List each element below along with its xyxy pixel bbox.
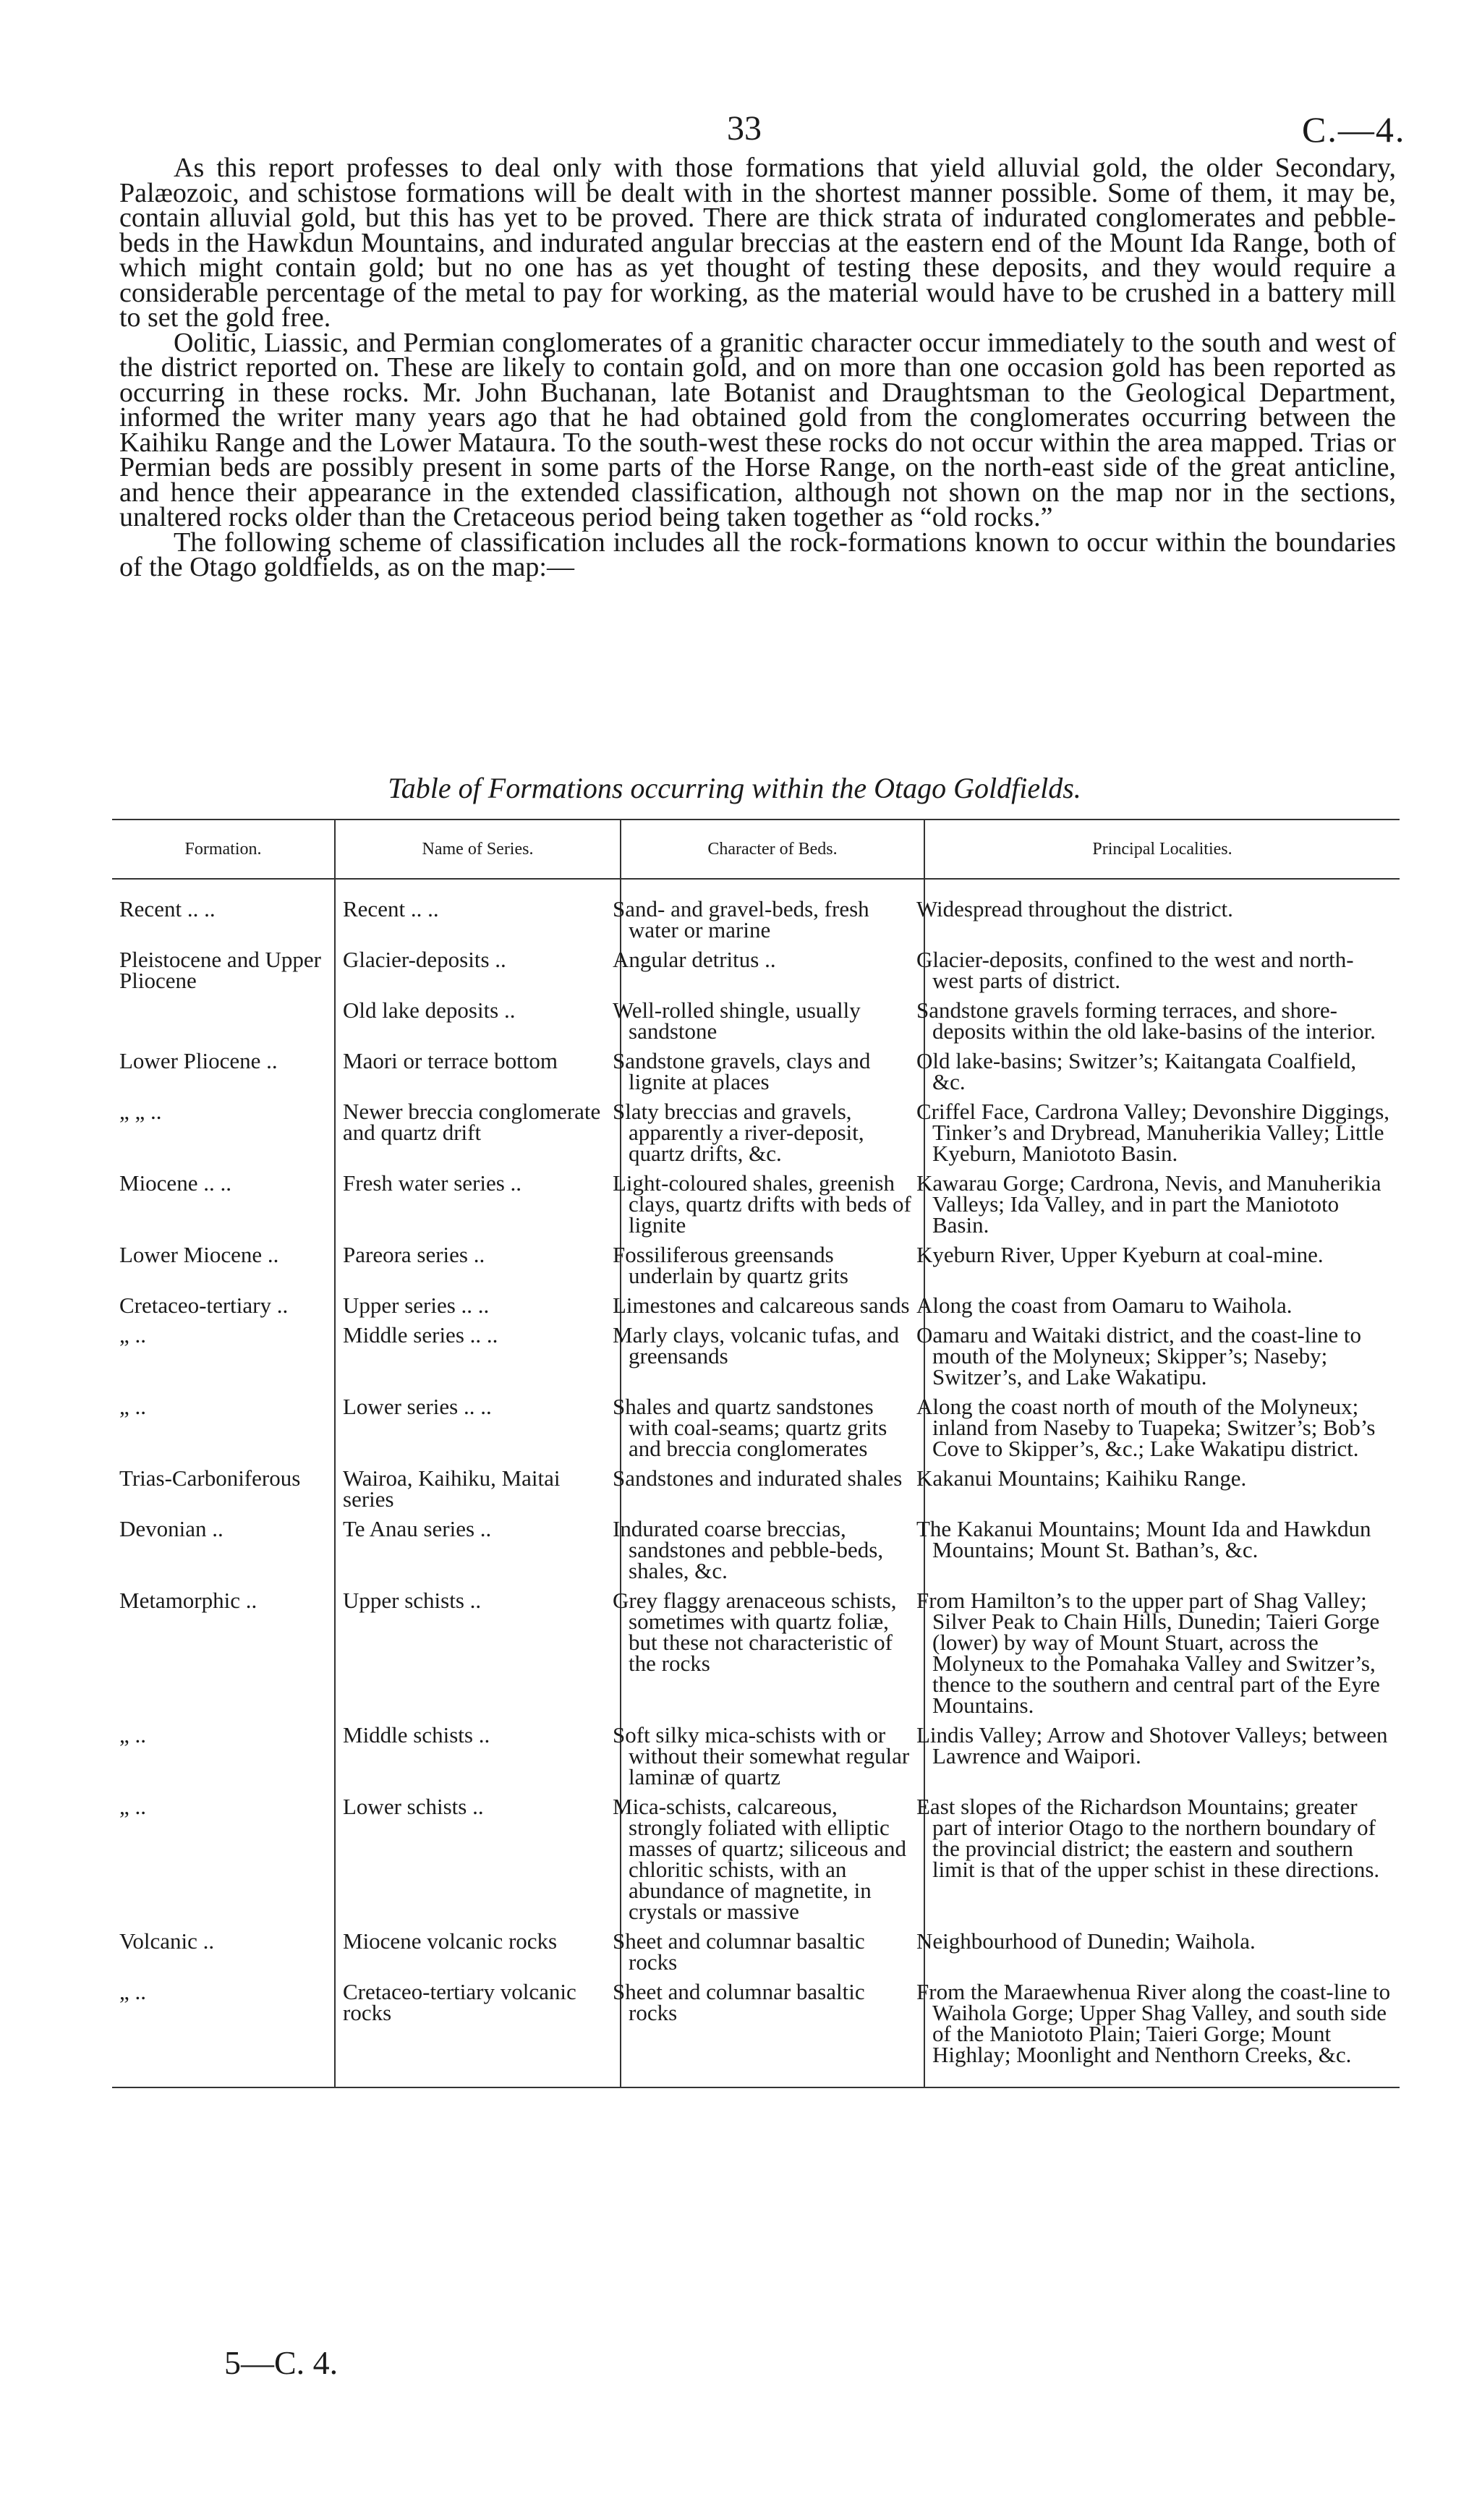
- cell-character: Limestones and calcareous sands: [621, 1290, 924, 1320]
- table-row: [112, 995, 1400, 1046]
- table-row: [112, 1977, 1400, 2087]
- table-row: [112, 1240, 1400, 1290]
- cell-formation: Trias-Carboniferous: [119, 1465, 301, 1491]
- cell-formation: Volcanic ..: [119, 1928, 215, 1954]
- cell-series: Pareora series ..: [335, 1240, 621, 1290]
- cell-series: Glacier-deposits ..: [335, 945, 621, 995]
- cell-formation: „ ..: [119, 1394, 147, 1419]
- cell-character: Well-rolled shingle, usually sandstone: [621, 995, 924, 1046]
- cell-localities: Lindis Valley; Arrow and Shotover Valleys; between Lawrence and Waipori.: [924, 1720, 1400, 1792]
- table-title: Table of Formations occurring within the Otago Goldfields.: [388, 772, 1081, 804]
- table-row: [112, 1320, 1400, 1392]
- cell-formation: „ ..: [119, 1722, 147, 1748]
- table-row: [112, 1046, 1400, 1097]
- cell-series: Cretaceo-tertiary volcanic rocks: [335, 1977, 621, 2087]
- paragraph: The following scheme of classification includes all the rock-formations known to occur within the boundaries of the Otago goldfields, as on the map:—: [119, 527, 1396, 582]
- cell-series: Lower schists ..: [335, 1792, 621, 1926]
- cell-series: Miocene volcanic rocks: [335, 1926, 621, 1977]
- cell-formation: Metamorphic ..: [119, 1588, 257, 1613]
- cell-character: Soft silky mica-schists with or without their somewhat regular laminæ of quartz: [621, 1720, 924, 1792]
- cell-character: Sandstone gravels, clays and lignite at places: [621, 1046, 924, 1097]
- cell-formation: Pleistocene and Upper Pliocene: [119, 947, 321, 993]
- cell-series: Middle series .. ..: [335, 1320, 621, 1392]
- cell-localities: Glacier-deposits, confined to the west and north-west parts of district.: [924, 945, 1400, 995]
- table-row: [112, 1720, 1400, 1792]
- cell-character: Sandstones and indurated shales: [621, 1463, 924, 1514]
- document-code: C.—4.: [1302, 109, 1406, 150]
- cell-character: Sheet and columnar basaltic rocks: [621, 1977, 924, 2087]
- cell-series: Fresh water series ..: [335, 1168, 621, 1240]
- cell-localities: Criffel Face, Cardrona Valley; Devonshire Diggings, Tinker’s and Drybread, Manuherikia Valley; Little Kyeburn, Maniototo Basin.: [924, 1097, 1400, 1168]
- table-row: [112, 879, 1400, 945]
- body-text: [119, 153, 1396, 582]
- table-row: [112, 1463, 1400, 1514]
- cell-character: Fossiliferous greensands underlain by quartz grits: [621, 1240, 924, 1290]
- cell-character: Slaty breccias and gravels, apparently a river-deposit, quartz drifts, &c.: [621, 1097, 924, 1168]
- cell-formation: Devonian ..: [119, 1516, 223, 1541]
- cell-localities: Sandstone gravels forming terraces, and shore-deposits within the old lake-basins of the interior.: [924, 995, 1400, 1046]
- table-body: [112, 879, 1400, 2087]
- cell-localities: Along the coast north of mouth of the Molyneux; inland from Naseby to Tuapeka; Switzer’s; Bob’s Cove to Skipper’s, &c.; Lake Wakatipu district.: [924, 1392, 1400, 1463]
- table-row: [112, 1392, 1400, 1463]
- cell-localities: From Hamilton’s to the upper part of Shag Valley; Silver Peak to Chain Hills, Dunedin; Taieri Gorge (lower) by way of Mount Stuart, across the Molyneux to the Pomahaka Valley and Switzer’s, thence to the southern and central part of the Eyre Mountains.: [924, 1585, 1400, 1720]
- table-row: [112, 945, 1400, 995]
- header-character: Character of Beds.: [621, 820, 924, 879]
- table-row: [112, 1585, 1400, 1720]
- cell-formation: „ ..: [119, 1794, 147, 1819]
- table-row: [112, 1792, 1400, 1926]
- cell-localities: From the Maraewhenua River along the coast-line to Waihola Gorge; Upper Shag Valley, and south side of the Maniototo Plain; Taieri Gorge; Mount Highlay; Moonlight and Nenthorn Creeks, &c.: [924, 1977, 1400, 2087]
- paragraph: As this report professes to deal only with those formations that yield alluvial gold, the older Secondary, Palæozoic, and schistose formations will be dealt with in the shortest manner possible. Some of them, it may be, contain alluvial gold, but this has yet to be proved. There are thick strata of indurated conglomerates and pebble-beds in the Hawkdun Mountains, and indurated angular breccias at the eastern end of the Mount Ida Range, both of which might contain gold; but no one has as yet thought of testing these deposits, and they would require a considerable percentage of the metal to pay for working, as the material would have to be crushed in a battery mill to set the gold free.: [119, 153, 1396, 333]
- cell-localities: Widespread throughout the district.: [924, 879, 1400, 945]
- cell-character: Light-coloured shales, greenish clays, quartz drifts with beds of lignite: [621, 1168, 924, 1240]
- cell-character: Sand- and gravel-beds, fresh water or marine: [621, 879, 924, 945]
- table-header-row: [112, 820, 1400, 879]
- cell-series: Upper schists ..: [335, 1585, 621, 1720]
- cell-character: Sheet and columnar basaltic rocks: [621, 1926, 924, 1977]
- cell-localities: Neighbourhood of Dunedin; Waihola.: [924, 1926, 1400, 1977]
- header-series: Name of Series.: [335, 820, 621, 879]
- cell-localities: The Kakanui Mountains; Mount Ida and Hawkdun Mountains; Mount St. Bathan’s, &c.: [924, 1514, 1400, 1585]
- cell-localities: East slopes of the Richardson Mountains; greater part of interior Otago to the northern boundary of the provincial district; the eastern and southern limit is that of the upper schist in these directions.: [924, 1792, 1400, 1926]
- cell-formation: Recent .. ..: [119, 896, 216, 921]
- table-row: [112, 1097, 1400, 1168]
- cell-character: Indurated coarse breccias, sandstones and pebble-beds, shales, &c.: [621, 1514, 924, 1585]
- cell-formation: „ „ ..: [119, 1099, 162, 1124]
- cell-character: Angular detritus ..: [621, 945, 924, 995]
- cell-series: Te Anau series ..: [335, 1514, 621, 1585]
- cell-formation: „ ..: [119, 1322, 147, 1348]
- header-localities: Principal Localities.: [924, 820, 1400, 879]
- cell-formation: [112, 995, 335, 1046]
- footer-code: 5—C. 4.: [224, 2344, 338, 2381]
- table-row: [112, 1168, 1400, 1240]
- cell-localities: Old lake-basins; Switzer’s; Kaitangata Coalfield, &c.: [924, 1046, 1400, 1097]
- cell-formation: „ ..: [112, 1977, 335, 2087]
- formations-table: [112, 819, 1400, 2088]
- cell-series: Lower series .. ..: [335, 1392, 621, 1463]
- cell-character: Shales and quartz sandstones with coal-seams; quartz grits and breccia conglomerates: [621, 1392, 924, 1463]
- cell-localities: Along the coast from Oamaru to Waihola.: [924, 1290, 1400, 1320]
- cell-formation: Lower Miocene ..: [119, 1242, 279, 1267]
- header-formation: Formation.: [112, 820, 335, 879]
- cell-localities: Kakanui Mountains; Kaihiku Range.: [924, 1463, 1400, 1514]
- table-row: [112, 1290, 1400, 1320]
- cell-series: Recent .. ..: [335, 879, 621, 945]
- cell-localities: Oamaru and Waitaki district, and the coast-line to mouth of the Molyneux; Skipper’s; Naseby; Switzer’s, and Lake Wakatipu.: [924, 1320, 1400, 1392]
- cell-series: Upper series .. ..: [335, 1290, 621, 1320]
- cell-series: Middle schists ..: [335, 1720, 621, 1792]
- cell-localities: Kawarau Gorge; Cardrona, Nevis, and Manuherikia Valleys; Ida Valley, and in part the Maniototo Basin.: [924, 1168, 1400, 1240]
- cell-character: Grey flaggy arenaceous schists, sometimes with quartz foliæ, but these not characteristic of the rocks: [621, 1585, 924, 1720]
- cell-formation: Cretaceo-tertiary ..: [119, 1293, 289, 1318]
- table-row: [112, 1514, 1400, 1585]
- cell-character: Marly clays, volcanic tufas, and greensands: [621, 1320, 924, 1392]
- table-row: [112, 1926, 1400, 1977]
- cell-character: Mica-schists, calcareous, strongly foliated with elliptic masses of quartz; siliceous and chloritic schists, with an abundance of magnetite, in crystals or massive: [621, 1792, 924, 1926]
- cell-series: Newer breccia conglomerate and quartz drift: [335, 1097, 621, 1168]
- cell-formation: Lower Pliocene ..: [119, 1048, 278, 1073]
- cell-series: Maori or terrace bottom: [335, 1046, 621, 1097]
- cell-series: Old lake deposits ..: [335, 995, 621, 1046]
- cell-localities: Kyeburn River, Upper Kyeburn at coal-mine.: [924, 1240, 1400, 1290]
- cell-series: Wairoa, Kaihiku, Maitai series: [335, 1463, 621, 1514]
- cell-formation: Miocene .. ..: [119, 1170, 231, 1196]
- paragraph: Oolitic, Liassic, and Permian conglomerates of a granitic character occur immediately to the south and west of the district reported on. These are likely to contain gold, and on more than one occasion gold has been reported as occurring in these rocks. Mr. John Buchanan, late Botanist and Draughtsman to the Geological Department, informed the writer many years ago that he had obtained gold from the conglomerates occurring between the Kaihiku Range and the Lower Mataura. To the south-west these rocks do not occur within the area mapped. Trias or Permian beds are possibly present in some parts of the Horse Range, on the north-east side of the great anticline, and hence their appearance in the extended classification, although not shown on the map nor in the sections, unaltered rocks older than the Cretaceous period being taken together as “old rocks.”: [119, 327, 1396, 532]
- page-number: 33: [727, 109, 762, 148]
